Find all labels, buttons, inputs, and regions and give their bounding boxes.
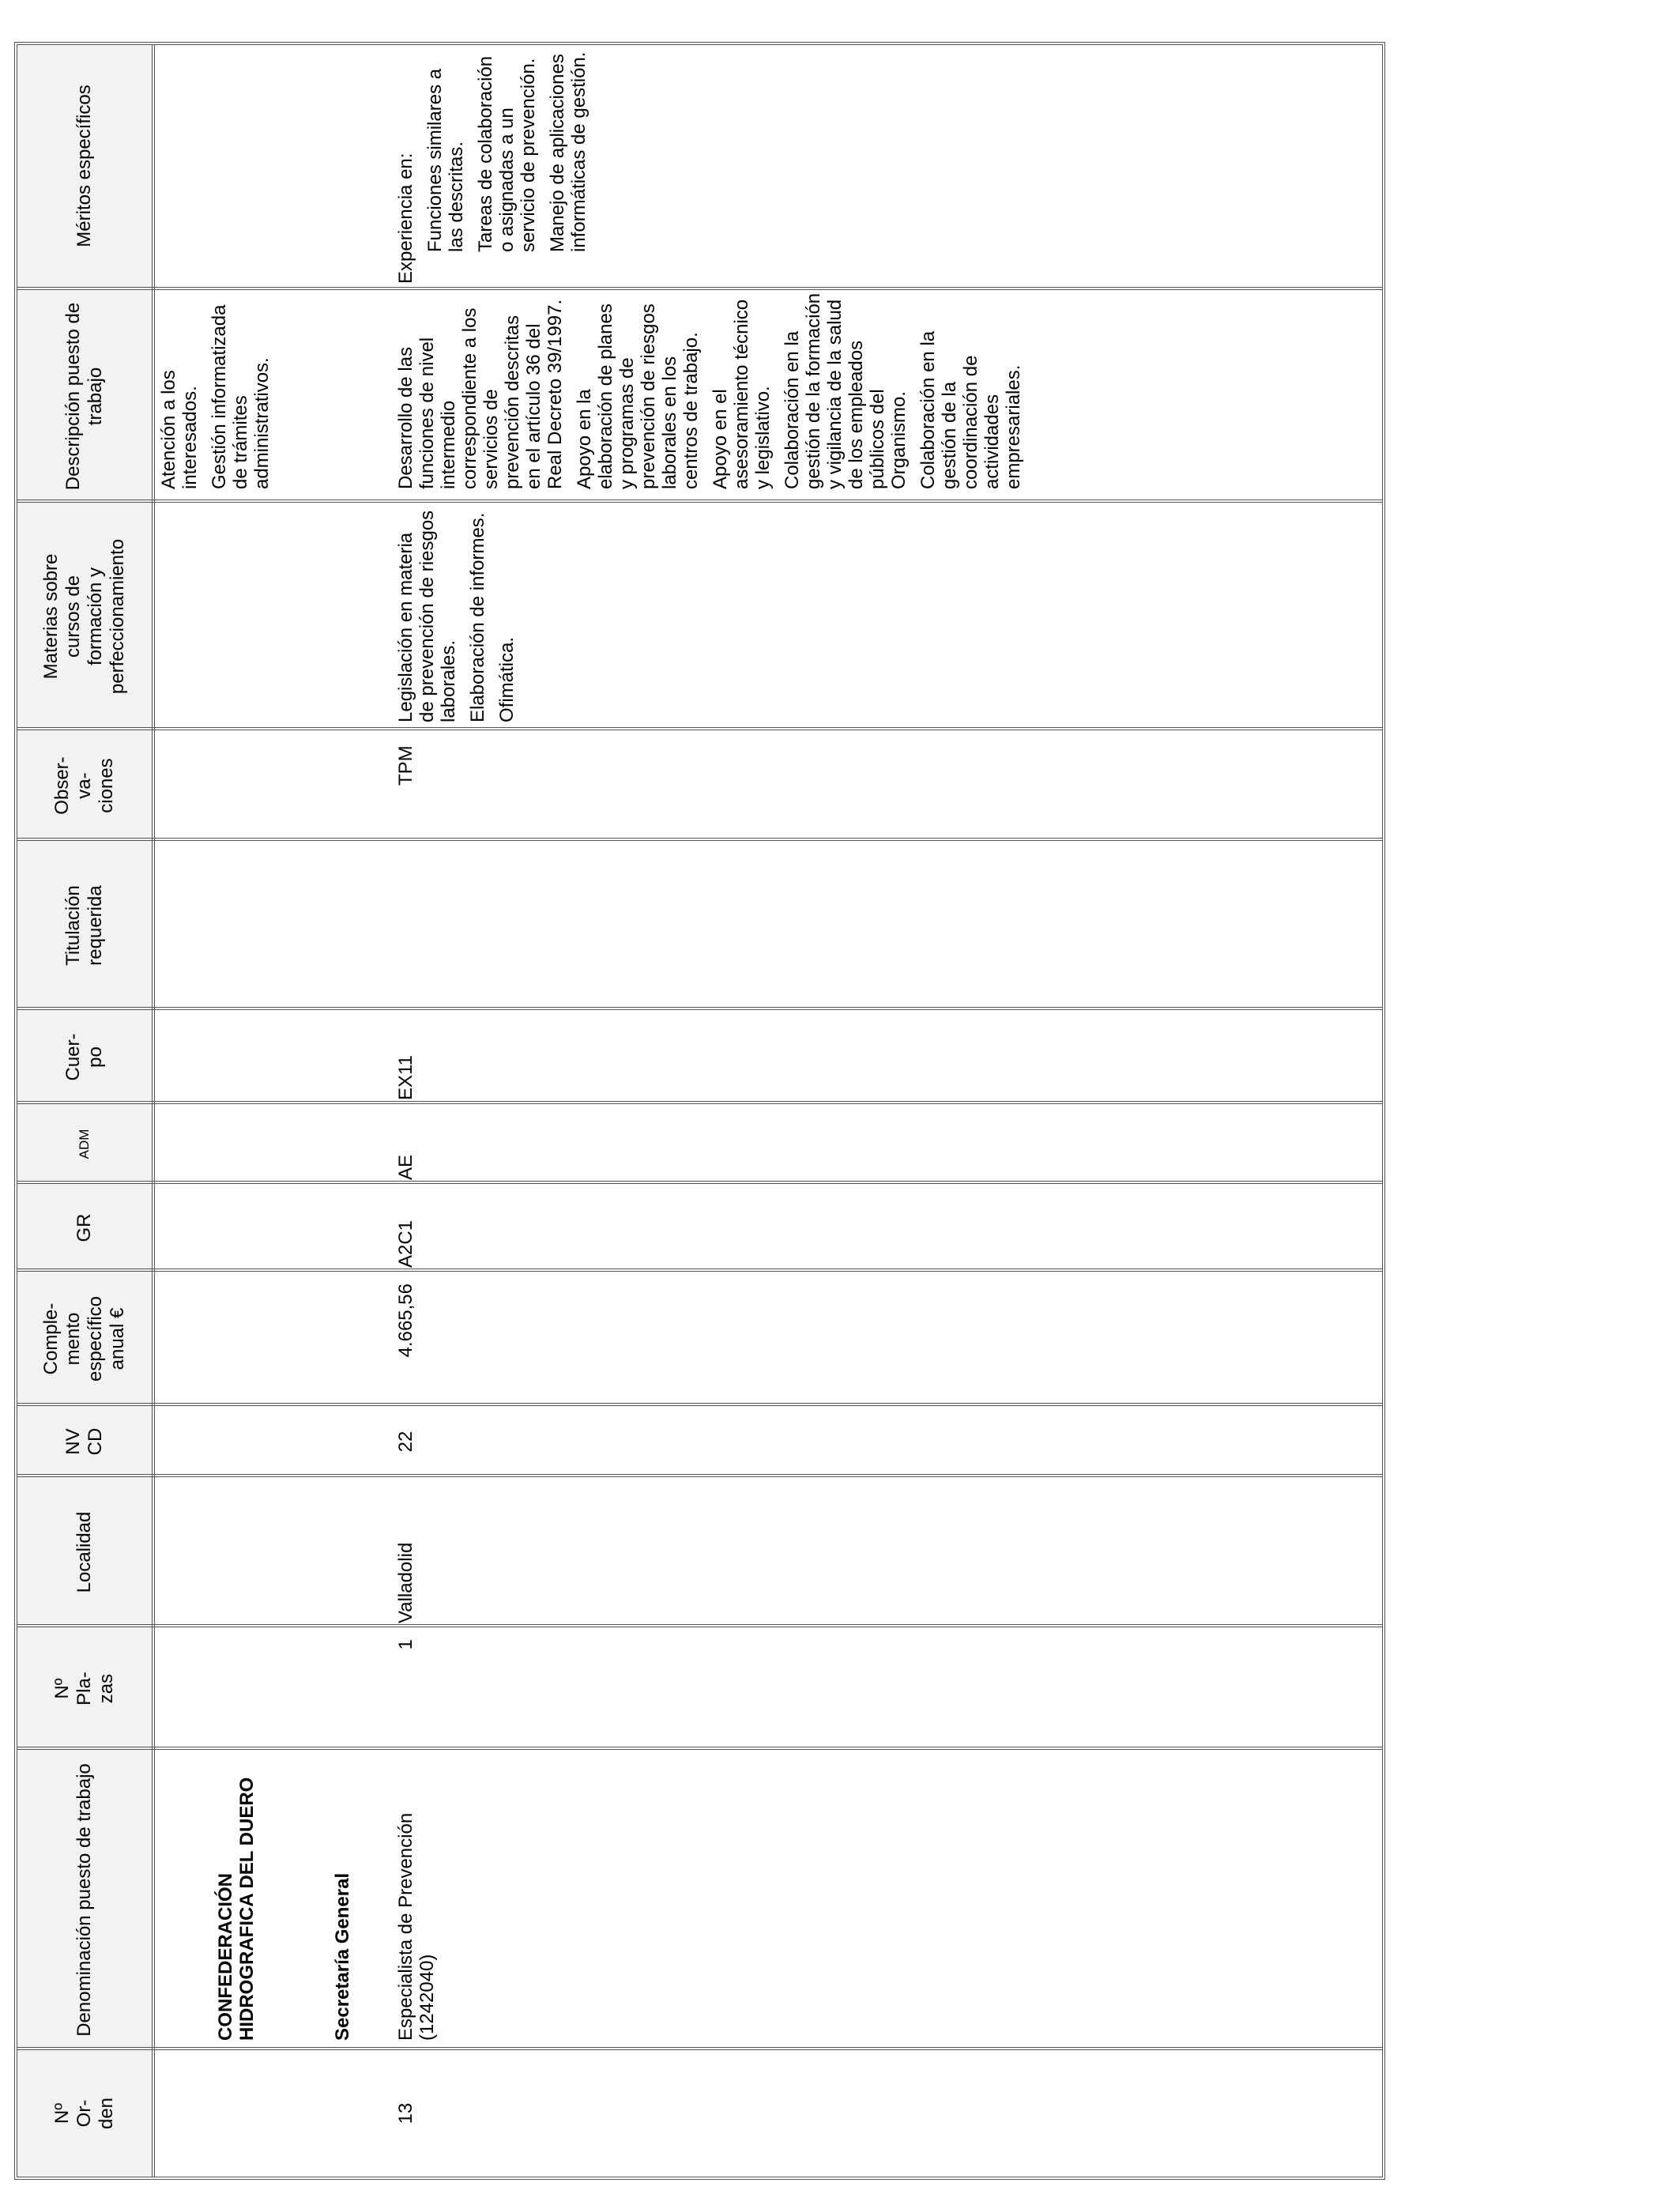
column-divider [17, 1007, 1382, 1010]
row-grupo: A2C1 [395, 1220, 416, 1268]
column-divider [17, 1403, 1382, 1406]
column-divider [17, 727, 1382, 730]
header-grupo: GR [73, 1213, 95, 1242]
row-adm: AE [395, 1154, 416, 1180]
header-cuerpo: Cuer- po [62, 1033, 106, 1081]
row-denominacion: Especialista de Prevención (1242040) [395, 1812, 438, 2041]
row-materias: Legislación en materia de prevención de riesgos laborales. Elaboración de informes. Ofimática. [395, 510, 518, 722]
row-complemento: 4.665,56 [395, 1284, 416, 1358]
column-divider [17, 1101, 1382, 1104]
column-divider [17, 287, 1382, 290]
header-meritos: Méritos específicos [73, 85, 95, 247]
job-table [14, 42, 1385, 2180]
column-divider [17, 838, 1382, 841]
column-divider [17, 1624, 1382, 1627]
row-meritos: Experiencia en: Funciones similares a las descritas. Tareas de colaboración o asignadas a un servicio de prevención. Manejo de aplicaciones informáticas de gestión. [395, 51, 590, 284]
row-localidad: Valladolid [395, 1542, 416, 1623]
row-descripcion: Desarrollo de las funciones de nivel intermedio correspondiente a los servicios de prevención descritas en el artículo 36 del Real Decreto 39/1997. Apoyo en la elaboración de planes y programas de prevención de riesgos laborales en los centros de trabajo. Apoyo en el asesoramiento técnico y legislativo. Colaboración en la gestión de la formación y vigilancia de la salud de los empleados públicos del Organismo. Colaboración en la gestión de la coordinación de actividades empresariales. [395, 292, 1024, 489]
header-observaciones: Obser- va- ciones [51, 756, 117, 815]
header-descripcion: Descripción puesto de trabajo [62, 302, 106, 491]
column-divider [17, 1181, 1382, 1184]
column-divider [17, 1747, 1382, 1750]
header-localidad: Localidad [73, 1511, 95, 1593]
row-plazas: 1 [395, 1639, 416, 1650]
row-orden: 13 [395, 2102, 416, 2124]
header-complemento: Comple- mento específico anual € [40, 1295, 128, 1382]
organism-unit: Secretaría General [332, 1872, 353, 2041]
header-nivel: NV CD [62, 1427, 106, 1456]
row-nivel: 22 [395, 1431, 416, 1453]
header-plazas: Nº Pla- zas [51, 1672, 117, 1706]
rotated-page [14, 42, 1385, 2180]
organism-name: CONFEDERACIÓN HIDROGRAFICA DEL DUERO [215, 1777, 258, 2041]
header-orden: Nº Or- den [51, 2097, 117, 2130]
row-observaciones: TPM [395, 745, 416, 786]
first-row-description: Atención a los interesados. Gestión informatizada de trámites administrativos. [158, 304, 273, 489]
column-divider [17, 1269, 1382, 1272]
header-adm: ADM [77, 1129, 92, 1159]
header-denominacion: Denominación puesto de trabajo [73, 1763, 95, 2037]
column-divider [17, 2047, 1382, 2050]
column-divider [17, 1474, 1382, 1477]
header-titulacion: Titulación requerida [62, 885, 106, 966]
header-materias: Materias sobre cursos de formación y perfeccionamiento [40, 538, 128, 695]
column-divider [17, 499, 1382, 503]
row-cuerpo: EX11 [395, 1055, 416, 1100]
